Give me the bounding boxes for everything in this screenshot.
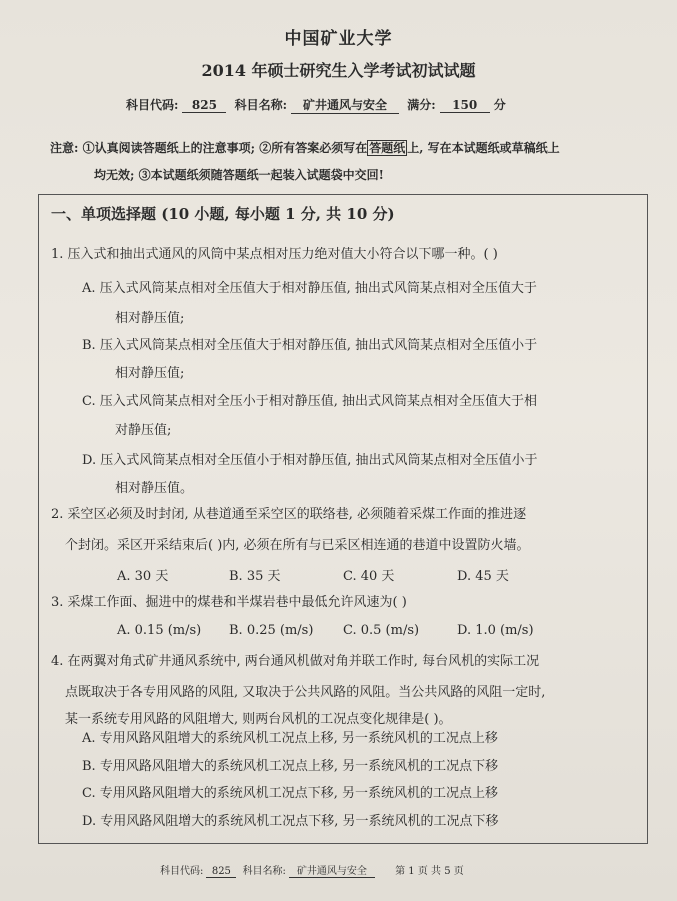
subject-name-label: 科目名称:	[234, 98, 288, 112]
question-1-option-d: D. 压入式风筒某点相对全压值小于相对静压值, 抽出式风筒某点相对全压值小于	[82, 453, 538, 468]
question-2-option-c: C. 40 天	[343, 569, 395, 584]
exam-title: 2014 年硕士研究生入学考试初试试题	[201, 61, 476, 80]
full-score-unit: 分	[493, 98, 506, 112]
question-3-stem: 3. 采煤工作面、掘进中的煤巷和半煤岩巷中最低允许风速为( )	[51, 595, 407, 610]
full-score-label: 满分:	[407, 98, 436, 112]
question-3-option-b: B. 0.25 (m/s)	[229, 623, 314, 638]
question-1-option-b-cont: 相对静压值;	[115, 366, 185, 381]
footer-name-label: 科目名称:	[242, 866, 286, 877]
question-4-stem-cont-2: 某一系统专用风路的风阻增大, 则两台风机的工况点变化规律是( )。	[65, 712, 452, 727]
university-title: 中国矿业大学	[284, 29, 393, 49]
subject-code-value: 825	[182, 98, 226, 113]
question-4-option-c: C. 专用风路风阻增大的系统风机工况点下移, 另一系统风机的工况点上移	[82, 786, 499, 801]
question-2-option-a: A. 30 天	[117, 569, 169, 584]
question-1-option-b: B. 压入式风筒某点相对全压值大于相对静压值, 抽出式风筒某点相对全压值小于	[82, 338, 538, 353]
notice-text-2: 上, 写在本试题纸或草稿纸上	[407, 141, 560, 155]
page-number: 第 1 页 共 5 页	[395, 866, 464, 877]
section-title: 一、单项选择题 (10 小题, 每小题 1 分, 共 10 分)	[51, 205, 395, 223]
question-4-stem-cont-1: 点既取决于各专用风路的风阻, 又取决于公共风路的风阻。当公共风路的风阻一定时,	[65, 685, 546, 700]
question-1-option-c: C. 压入式风筒某点相对全压小于相对静压值, 抽出式风筒某点相对全压值大于相	[82, 394, 538, 409]
subject-meta	[126, 96, 506, 114]
question-2-stem: 2. 采空区必须及时封闭, 从巷道通至采空区的联络巷, 必须随着采煤工作面的推进逐	[51, 507, 527, 522]
question-2-option-b: B. 35 天	[229, 569, 281, 584]
notice-text: 注意: ①认真阅读答题纸上的注意事项; ②所有答案必须写在	[50, 141, 368, 155]
subject-code-label: 科目代码:	[126, 98, 179, 112]
question-2-option-d: D. 45 天	[457, 569, 509, 584]
notice-line-2: 均无效; ③本试题纸须随答题纸一起装入试题袋中交回!	[94, 168, 384, 182]
page-footer	[160, 862, 464, 878]
question-1-option-a-cont: 相对静压值;	[115, 311, 185, 326]
question-panel	[38, 194, 648, 844]
question-3-option-d: D. 1.0 (m/s)	[457, 623, 534, 638]
question-1-stem: 1. 压入式和抽出式通风的风筒中某点相对压力绝对值大小符合以下哪一种。( )	[51, 247, 498, 262]
footer-code-label: 科目代码:	[160, 866, 204, 877]
footer-code-value: 825	[206, 866, 236, 878]
question-4-option-a: A. 专用风路风阻增大的系统风机工况点上移, 另一系统风机的工况点上移	[82, 731, 498, 746]
question-3-option-c: C. 0.5 (m/s)	[343, 623, 420, 638]
question-1-option-d-cont: 相对静压值。	[115, 481, 194, 496]
question-4-stem: 4. 在两翼对角式矿井通风系统中, 两台通风机做对角并联工作时, 每台风机的实际工况	[51, 654, 540, 669]
full-score-value: 150	[440, 98, 490, 113]
question-1-option-c-cont: 对静压值;	[115, 423, 172, 438]
question-4-option-b: B. 专用风路风阻增大的系统风机工况点上移, 另一系统风机的工况点下移	[82, 759, 499, 774]
question-4-option-d: D. 专用风路风阻增大的系统风机工况点下移, 另一系统风机的工况点下移	[82, 814, 499, 829]
subject-name-value: 矿井通风与安全	[291, 96, 399, 114]
footer-name-value: 矿井通风与安全	[289, 862, 375, 878]
question-2-stem-cont: 个封闭。采区开采结束后( )内, 必须在所有与已采区相连通的巷道中设置防火墙。	[65, 538, 530, 553]
notice-boxed-word: 答题纸	[369, 141, 406, 155]
exam-notice	[50, 135, 650, 189]
question-3-option-a: A. 0.15 (m/s)	[117, 623, 202, 638]
question-1-option-a: A. 压入式风筒某点相对全压值大于相对静压值, 抽出式风筒某点相对全压值大于	[82, 281, 537, 296]
